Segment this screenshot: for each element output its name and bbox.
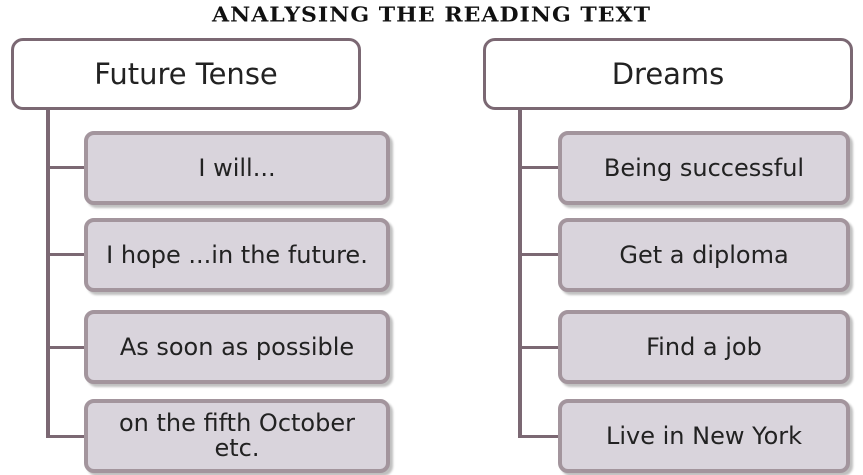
right-connector-1 bbox=[518, 166, 558, 169]
left-connector-3 bbox=[46, 346, 84, 349]
right-item-3-label: Find a job bbox=[646, 332, 762, 361]
right-item-4-label: Live in New York bbox=[605, 421, 803, 450]
left-header-box bbox=[11, 38, 361, 110]
left-item-4 bbox=[84, 399, 390, 473]
left-header-label: Future Tense bbox=[94, 57, 278, 91]
right-connector-4 bbox=[518, 435, 558, 438]
right-item-4 bbox=[558, 399, 850, 473]
left-item-1-label: I will... bbox=[198, 153, 276, 182]
diagram-title: ANALYSING THE READING TEXT bbox=[212, 3, 651, 27]
left-item-3 bbox=[84, 310, 390, 384]
left-connector-2 bbox=[46, 253, 84, 256]
right-item-3 bbox=[558, 310, 850, 384]
left-vertical-connector bbox=[46, 106, 50, 438]
left-connector-4 bbox=[46, 435, 84, 438]
right-item-1-label: Being successful bbox=[603, 153, 805, 182]
right-connector-2 bbox=[518, 253, 558, 256]
right-header-box bbox=[483, 38, 853, 110]
right-item-2 bbox=[558, 218, 850, 292]
left-item-2-label: I hope ...in the future. bbox=[106, 240, 368, 269]
left-item-1 bbox=[84, 131, 390, 205]
right-vertical-connector bbox=[518, 106, 522, 438]
left-item-3-label: As soon as possible bbox=[119, 332, 355, 361]
left-connector-1 bbox=[46, 166, 84, 169]
right-header-label: Dreams bbox=[611, 57, 725, 91]
left-item-2 bbox=[84, 218, 390, 292]
right-item-1 bbox=[558, 131, 850, 205]
right-connector-3 bbox=[518, 346, 558, 349]
left-item-4-label: on the fifth October etc. bbox=[119, 409, 355, 462]
right-item-2-label: Get a diploma bbox=[619, 240, 789, 269]
